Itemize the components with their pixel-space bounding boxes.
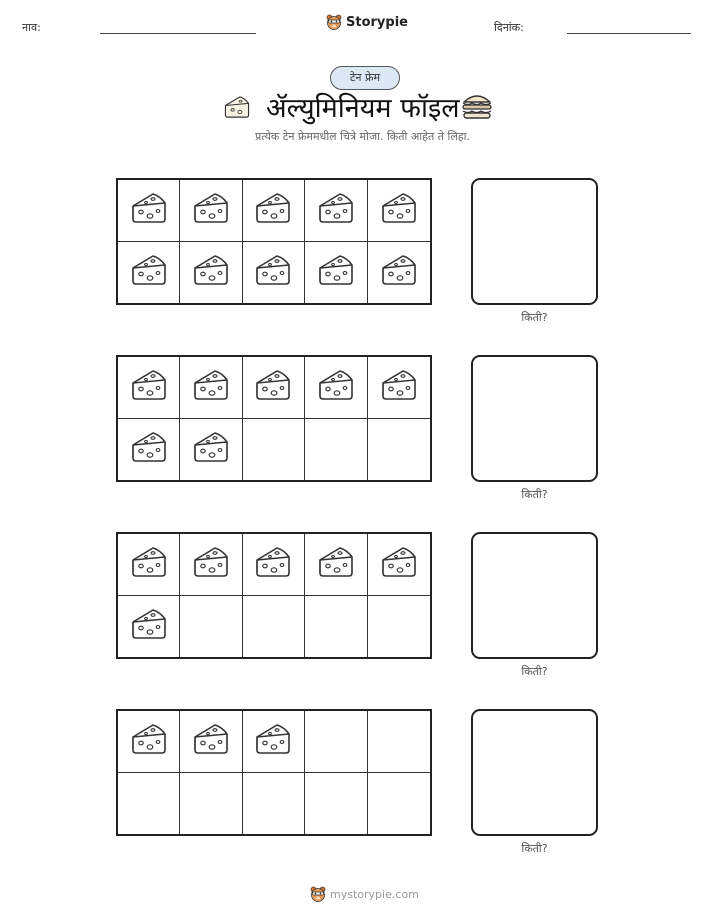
ten-frame-cell bbox=[368, 419, 430, 481]
cheese-icon bbox=[379, 544, 419, 584]
cheese-icon bbox=[129, 606, 169, 646]
cheese-icon bbox=[191, 721, 231, 761]
ten-frame bbox=[116, 178, 432, 305]
answer-box[interactable] bbox=[471, 178, 598, 305]
ten-frame-cell bbox=[305, 419, 367, 481]
ten-frame-cell bbox=[180, 419, 242, 481]
worksheet-instruction: प्रत्येक टेन फ्रेममधील चित्रे मोजा. किती आहेत ते लिहा. bbox=[255, 130, 470, 143]
ten-frame-cell bbox=[118, 773, 180, 835]
ten-frame-cell bbox=[180, 711, 242, 773]
ten-frame-cell bbox=[305, 357, 367, 419]
ten-frame-cell bbox=[180, 357, 242, 419]
cheese-icon bbox=[253, 367, 293, 407]
cheese-icon bbox=[379, 252, 419, 292]
cheese-icon bbox=[316, 544, 356, 584]
cheese-icon bbox=[316, 252, 356, 292]
bear-mascot-icon bbox=[310, 886, 326, 903]
cheese-icon bbox=[253, 721, 293, 761]
ten-frame-cell bbox=[368, 711, 430, 773]
cheese-icon bbox=[191, 429, 231, 469]
ten-frame-cell bbox=[118, 534, 180, 596]
cheese-icon bbox=[316, 367, 356, 407]
ten-frame-cell bbox=[368, 180, 430, 242]
cheese-icon bbox=[191, 252, 231, 292]
ten-frame-cell bbox=[368, 242, 430, 304]
ten-frame-cell bbox=[243, 357, 305, 419]
cheese-icon bbox=[379, 367, 419, 407]
cheese-icon bbox=[379, 190, 419, 230]
cheese-icon bbox=[253, 544, 293, 584]
ten-frame-cell bbox=[118, 180, 180, 242]
ten-frame-cell bbox=[118, 357, 180, 419]
cheese-icon bbox=[129, 190, 169, 230]
ten-frame-cell bbox=[305, 773, 367, 835]
ten-frame-cell bbox=[368, 534, 430, 596]
ten-frame-cell bbox=[305, 534, 367, 596]
ten-frame-cell bbox=[243, 711, 305, 773]
worksheet-title: ॲल्युमिनियम फॉइल bbox=[266, 93, 460, 124]
ten-frame-cell bbox=[243, 242, 305, 304]
cheese-icon bbox=[129, 367, 169, 407]
name-label: नाव: bbox=[22, 21, 41, 34]
cheese-icon bbox=[253, 190, 293, 230]
ten-frame-cell bbox=[243, 773, 305, 835]
footer-website[interactable]: mystorypie.com bbox=[330, 888, 419, 901]
ten-frame-cell bbox=[180, 242, 242, 304]
ten-frame-cell bbox=[305, 180, 367, 242]
answer-prompt: किती? bbox=[521, 665, 548, 678]
cheese-icon bbox=[191, 190, 231, 230]
ten-frame-cell bbox=[180, 596, 242, 658]
cheese-icon bbox=[191, 544, 231, 584]
cheese-icon bbox=[129, 721, 169, 761]
ten-frame-cell bbox=[243, 180, 305, 242]
answer-prompt: किती? bbox=[521, 311, 548, 324]
ten-frame-cell bbox=[305, 711, 367, 773]
ten-frame-cell bbox=[243, 419, 305, 481]
brand-name: Storypie bbox=[346, 15, 408, 30]
ten-frame-cell bbox=[118, 419, 180, 481]
ten-frame-cell bbox=[305, 596, 367, 658]
cheese-title-icon bbox=[222, 94, 252, 124]
ten-frame-cell bbox=[180, 534, 242, 596]
ten-frame-cell bbox=[305, 242, 367, 304]
cheese-icon bbox=[316, 190, 356, 230]
answer-box[interactable] bbox=[471, 532, 598, 659]
bear-mascot-icon bbox=[326, 14, 342, 31]
ten-frame-cell bbox=[118, 596, 180, 658]
cheese-icon bbox=[129, 544, 169, 584]
ten-frame-cell bbox=[243, 596, 305, 658]
ten-frame-cell bbox=[368, 596, 430, 658]
sandwich-icon bbox=[460, 92, 494, 124]
ten-frame bbox=[116, 532, 432, 659]
ten-frame-cell bbox=[243, 534, 305, 596]
cheese-icon bbox=[129, 429, 169, 469]
date-label: दिनांक: bbox=[494, 21, 524, 34]
name-line[interactable] bbox=[100, 33, 256, 34]
answer-prompt: किती? bbox=[521, 842, 548, 855]
ten-frame-cell bbox=[368, 773, 430, 835]
answer-box[interactable] bbox=[471, 709, 598, 836]
ten-frame-cell bbox=[368, 357, 430, 419]
cheese-icon bbox=[191, 367, 231, 407]
date-line[interactable] bbox=[567, 33, 691, 34]
answer-prompt: किती? bbox=[521, 488, 548, 501]
ten-frame-cell bbox=[180, 773, 242, 835]
ten-frame-cell bbox=[118, 711, 180, 773]
brand-logo bbox=[326, 14, 408, 31]
cheese-icon bbox=[129, 252, 169, 292]
ten-frame-cell bbox=[180, 180, 242, 242]
footer bbox=[310, 886, 419, 903]
answer-box[interactable] bbox=[471, 355, 598, 482]
ten-frame bbox=[116, 709, 432, 836]
ten-frame-cell bbox=[118, 242, 180, 304]
ten-frame bbox=[116, 355, 432, 482]
cheese-icon bbox=[253, 252, 293, 292]
worksheet-tag: टेन फ्रेम bbox=[330, 66, 400, 90]
